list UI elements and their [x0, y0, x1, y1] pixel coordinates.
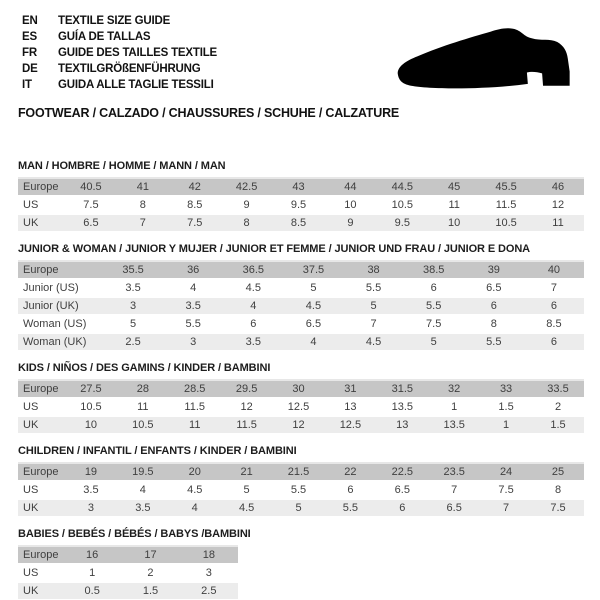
language-row-fr — [22, 45, 217, 61]
size-cell: 4.5 — [221, 498, 273, 516]
size-header-row — [18, 545, 238, 563]
size-section-children — [18, 445, 584, 516]
size-cell: 4 — [169, 498, 221, 516]
size-cell: 7 — [524, 278, 584, 296]
size-cell: 9.5 — [273, 195, 325, 213]
size-cell: 7.5 — [65, 195, 117, 213]
size-cell: 16 — [63, 545, 121, 563]
size-row-label: US — [18, 563, 63, 581]
size-table-title-babies: BABIES / BEBÉS / BÉBÉS / BABYS /BAMBINI — [18, 528, 251, 540]
size-cell: 5 — [283, 278, 343, 296]
size-header-row — [18, 260, 584, 278]
size-table-title-man: MAN / HOMBRE / HOMME / MANN / MAN — [18, 160, 226, 172]
size-cell: 3 — [180, 563, 238, 581]
size-cell: 4.5 — [223, 278, 283, 296]
size-cell: 38.5 — [404, 260, 464, 278]
size-table-title-children: CHILDREN / INFANTIL / ENFANTS / KINDER / BAMBINI — [18, 445, 297, 457]
size-cell: 7.5 — [532, 498, 584, 516]
size-section-junior-woman — [18, 243, 584, 350]
size-cell: 12.5 — [324, 415, 376, 433]
size-cell: 9 — [221, 195, 273, 213]
size-cell: 8 — [532, 480, 584, 498]
size-table-title-kids: KIDS / NIÑOS / DES GAMINS / KINDER / BAMBINI — [18, 362, 271, 374]
size-cell: 3.5 — [103, 278, 163, 296]
size-cell: 8.5 — [169, 195, 221, 213]
size-row-label: UK — [18, 498, 65, 516]
size-cell: 8.5 — [273, 213, 325, 231]
size-section-kids — [18, 362, 584, 433]
language-row-it — [22, 77, 217, 93]
size-cell: 46 — [532, 177, 584, 195]
size-cell: 6.5 — [428, 498, 480, 516]
language-row-de — [22, 61, 217, 77]
size-header-row — [18, 177, 584, 195]
size-cell: 44 — [324, 177, 376, 195]
size-table-title-junior-woman: JUNIOR & WOMAN / JUNIOR Y MUJER / JUNIOR ET FEMME / JUNIOR UND FRAU / JUNIOR E DONA — [18, 243, 531, 255]
size-cell: 21 — [221, 462, 273, 480]
size-cell: 3.5 — [117, 498, 169, 516]
size-cell: 1.5 — [480, 397, 532, 415]
size-cell: 3 — [163, 332, 223, 350]
language-label: GUÍA DE TALLAS — [58, 31, 151, 43]
language-code: DE — [22, 63, 38, 75]
size-row-label: UK — [18, 415, 65, 433]
size-cell: 5 — [221, 480, 273, 498]
size-cell: 1 — [63, 563, 121, 581]
size-cell: 6 — [524, 296, 584, 314]
size-cell: 5.5 — [163, 314, 223, 332]
size-row-label: US — [18, 195, 65, 213]
language-row-es — [22, 29, 217, 45]
size-cell: 29.5 — [221, 379, 273, 397]
size-cell: 36 — [163, 260, 223, 278]
size-cell: 11.5 — [169, 397, 221, 415]
size-cell: 13 — [376, 415, 428, 433]
size-cell: 20 — [169, 462, 221, 480]
size-row — [18, 278, 584, 296]
size-cell: 7 — [480, 498, 532, 516]
size-cell: 11 — [117, 397, 169, 415]
size-cell: 11.5 — [480, 195, 532, 213]
size-cell: 41 — [117, 177, 169, 195]
category-heading: FOOTWEAR / CALZADO / CHAUSSURES / SCHUHE / CALZATURE — [18, 106, 400, 120]
size-cell: 9 — [324, 213, 376, 231]
language-code: FR — [22, 47, 37, 59]
size-cell: 30 — [273, 379, 325, 397]
size-cell: 1.5 — [532, 415, 584, 433]
size-row-label: Europe — [18, 379, 65, 397]
size-cell: 40.5 — [65, 177, 117, 195]
size-cell: 18 — [180, 545, 238, 563]
size-cell: 9.5 — [376, 213, 428, 231]
size-cell: 3 — [103, 296, 163, 314]
size-cell: 10.5 — [480, 213, 532, 231]
size-row-label: UK — [18, 581, 63, 599]
size-cell: 45.5 — [480, 177, 532, 195]
size-cell: 8 — [221, 213, 273, 231]
size-cell: 7.5 — [480, 480, 532, 498]
size-row — [18, 314, 584, 332]
size-cell: 1 — [428, 397, 480, 415]
size-cell: 23.5 — [428, 462, 480, 480]
size-cell: 42 — [169, 177, 221, 195]
size-cell: 25 — [532, 462, 584, 480]
language-title-list — [22, 13, 217, 93]
size-cell: 4.5 — [283, 296, 343, 314]
dress-shoe-icon — [392, 24, 582, 100]
size-cell: 10.5 — [117, 415, 169, 433]
language-label: GUIDA ALLE TAGLIE TESSILI — [58, 79, 214, 91]
size-row-label: US — [18, 480, 65, 498]
size-row — [18, 195, 584, 213]
size-cell: 7 — [428, 480, 480, 498]
language-label: GUIDE DES TAILLES TEXTILE — [58, 47, 217, 59]
size-cell: 24 — [480, 462, 532, 480]
size-row-label: US — [18, 397, 65, 415]
size-cell: 12 — [532, 195, 584, 213]
size-header-row — [18, 379, 584, 397]
size-row — [18, 563, 238, 581]
size-cell: 13.5 — [428, 415, 480, 433]
size-cell: 7 — [117, 213, 169, 231]
size-table-junior-woman — [18, 260, 584, 350]
size-cell: 22 — [324, 462, 376, 480]
size-cell: 6.5 — [283, 314, 343, 332]
size-cell: 4.5 — [344, 332, 404, 350]
size-row — [18, 498, 584, 516]
size-cell: 31 — [324, 379, 376, 397]
size-cell: 12 — [273, 415, 325, 433]
size-cell: 5.5 — [324, 498, 376, 516]
size-cell: 11 — [532, 213, 584, 231]
size-cell: 5.5 — [404, 296, 464, 314]
size-cell: 1.5 — [121, 581, 179, 599]
language-row-en — [22, 13, 217, 29]
size-cell: 5 — [344, 296, 404, 314]
size-cell: 10.5 — [65, 397, 117, 415]
language-label: TEXTILGRÖßENFÜHRUNG — [58, 63, 201, 75]
size-row — [18, 397, 584, 415]
size-cell: 6 — [524, 332, 584, 350]
size-cell: 10 — [65, 415, 117, 433]
size-cell: 42.5 — [221, 177, 273, 195]
size-row — [18, 415, 584, 433]
size-cell: 10 — [428, 213, 480, 231]
size-row-label: Junior (US) — [18, 278, 103, 296]
size-cell: 6.5 — [65, 213, 117, 231]
size-cell: 10 — [324, 195, 376, 213]
size-cell: 43 — [273, 177, 325, 195]
size-cell: 7 — [344, 314, 404, 332]
size-row — [18, 296, 584, 314]
size-table-babies — [18, 545, 238, 599]
size-row — [18, 213, 584, 231]
size-cell: 4 — [223, 296, 283, 314]
size-row-label: Europe — [18, 462, 65, 480]
size-cell: 13 — [324, 397, 376, 415]
size-cell: 5 — [103, 314, 163, 332]
size-cell: 10.5 — [376, 195, 428, 213]
size-cell: 5.5 — [273, 480, 325, 498]
size-cell: 2.5 — [103, 332, 163, 350]
size-section-man — [18, 160, 584, 231]
size-row-label: Junior (UK) — [18, 296, 103, 314]
size-cell: 6 — [376, 498, 428, 516]
size-cell: 28.5 — [169, 379, 221, 397]
size-cell: 6.5 — [376, 480, 428, 498]
size-section-babies — [18, 528, 584, 599]
size-row-label: Woman (UK) — [18, 332, 103, 350]
size-cell: 27.5 — [65, 379, 117, 397]
size-cell: 38 — [344, 260, 404, 278]
size-cell: 44.5 — [376, 177, 428, 195]
size-cell: 37.5 — [283, 260, 343, 278]
language-code: EN — [22, 15, 38, 27]
size-cell: 19 — [65, 462, 117, 480]
size-cell: 39 — [464, 260, 524, 278]
size-cell: 3.5 — [163, 296, 223, 314]
size-cell: 7.5 — [169, 213, 221, 231]
language-code: IT — [22, 79, 32, 91]
size-row — [18, 581, 238, 599]
size-cell: 7.5 — [404, 314, 464, 332]
size-cell: 31.5 — [376, 379, 428, 397]
size-header-row — [18, 462, 584, 480]
size-cell: 2 — [121, 563, 179, 581]
size-cell: 2 — [532, 397, 584, 415]
size-cell: 28 — [117, 379, 169, 397]
size-cell: 36.5 — [223, 260, 283, 278]
size-cell: 6 — [404, 278, 464, 296]
size-cell: 40 — [524, 260, 584, 278]
size-cell: 12 — [221, 397, 273, 415]
size-cell: 8 — [117, 195, 169, 213]
size-cell: 8 — [464, 314, 524, 332]
language-code: ES — [22, 31, 37, 43]
size-cell: 6.5 — [464, 278, 524, 296]
size-cell: 4 — [283, 332, 343, 350]
size-cell: 35.5 — [103, 260, 163, 278]
size-cell: 45 — [428, 177, 480, 195]
size-cell: 19.5 — [117, 462, 169, 480]
size-cell: 6 — [464, 296, 524, 314]
size-row — [18, 480, 584, 498]
size-cell: 12.5 — [273, 397, 325, 415]
size-cell: 3.5 — [223, 332, 283, 350]
size-cell: 4 — [163, 278, 223, 296]
size-cell: 32 — [428, 379, 480, 397]
size-cell: 4 — [117, 480, 169, 498]
size-cell: 17 — [121, 545, 179, 563]
size-cell: 22.5 — [376, 462, 428, 480]
size-cell: 33 — [480, 379, 532, 397]
size-row-label: Woman (US) — [18, 314, 103, 332]
size-cell: 0.5 — [63, 581, 121, 599]
size-cell: 5.5 — [344, 278, 404, 296]
size-cell: 11 — [428, 195, 480, 213]
size-table-children — [18, 462, 584, 516]
size-cell: 5.5 — [464, 332, 524, 350]
size-cell: 5 — [273, 498, 325, 516]
size-cell: 6 — [223, 314, 283, 332]
size-row-label: Europe — [18, 177, 65, 195]
size-cell: 11.5 — [221, 415, 273, 433]
size-cell: 33.5 — [532, 379, 584, 397]
size-cell: 21.5 — [273, 462, 325, 480]
size-cell: 6 — [324, 480, 376, 498]
size-cell: 2.5 — [180, 581, 238, 599]
size-cell: 5 — [404, 332, 464, 350]
size-row-label: UK — [18, 213, 65, 231]
size-cell: 3.5 — [65, 480, 117, 498]
size-row-label: Europe — [18, 545, 63, 563]
size-cell: 4.5 — [169, 480, 221, 498]
size-row-label: Europe — [18, 260, 103, 278]
size-row — [18, 332, 584, 350]
language-label: TEXTILE SIZE GUIDE — [58, 15, 171, 27]
size-table-man — [18, 177, 584, 231]
size-cell: 8.5 — [524, 314, 584, 332]
size-tables — [18, 160, 584, 600]
size-cell: 1 — [480, 415, 532, 433]
size-cell: 3 — [65, 498, 117, 516]
size-cell: 13.5 — [376, 397, 428, 415]
size-table-kids — [18, 379, 584, 433]
size-cell: 11 — [169, 415, 221, 433]
